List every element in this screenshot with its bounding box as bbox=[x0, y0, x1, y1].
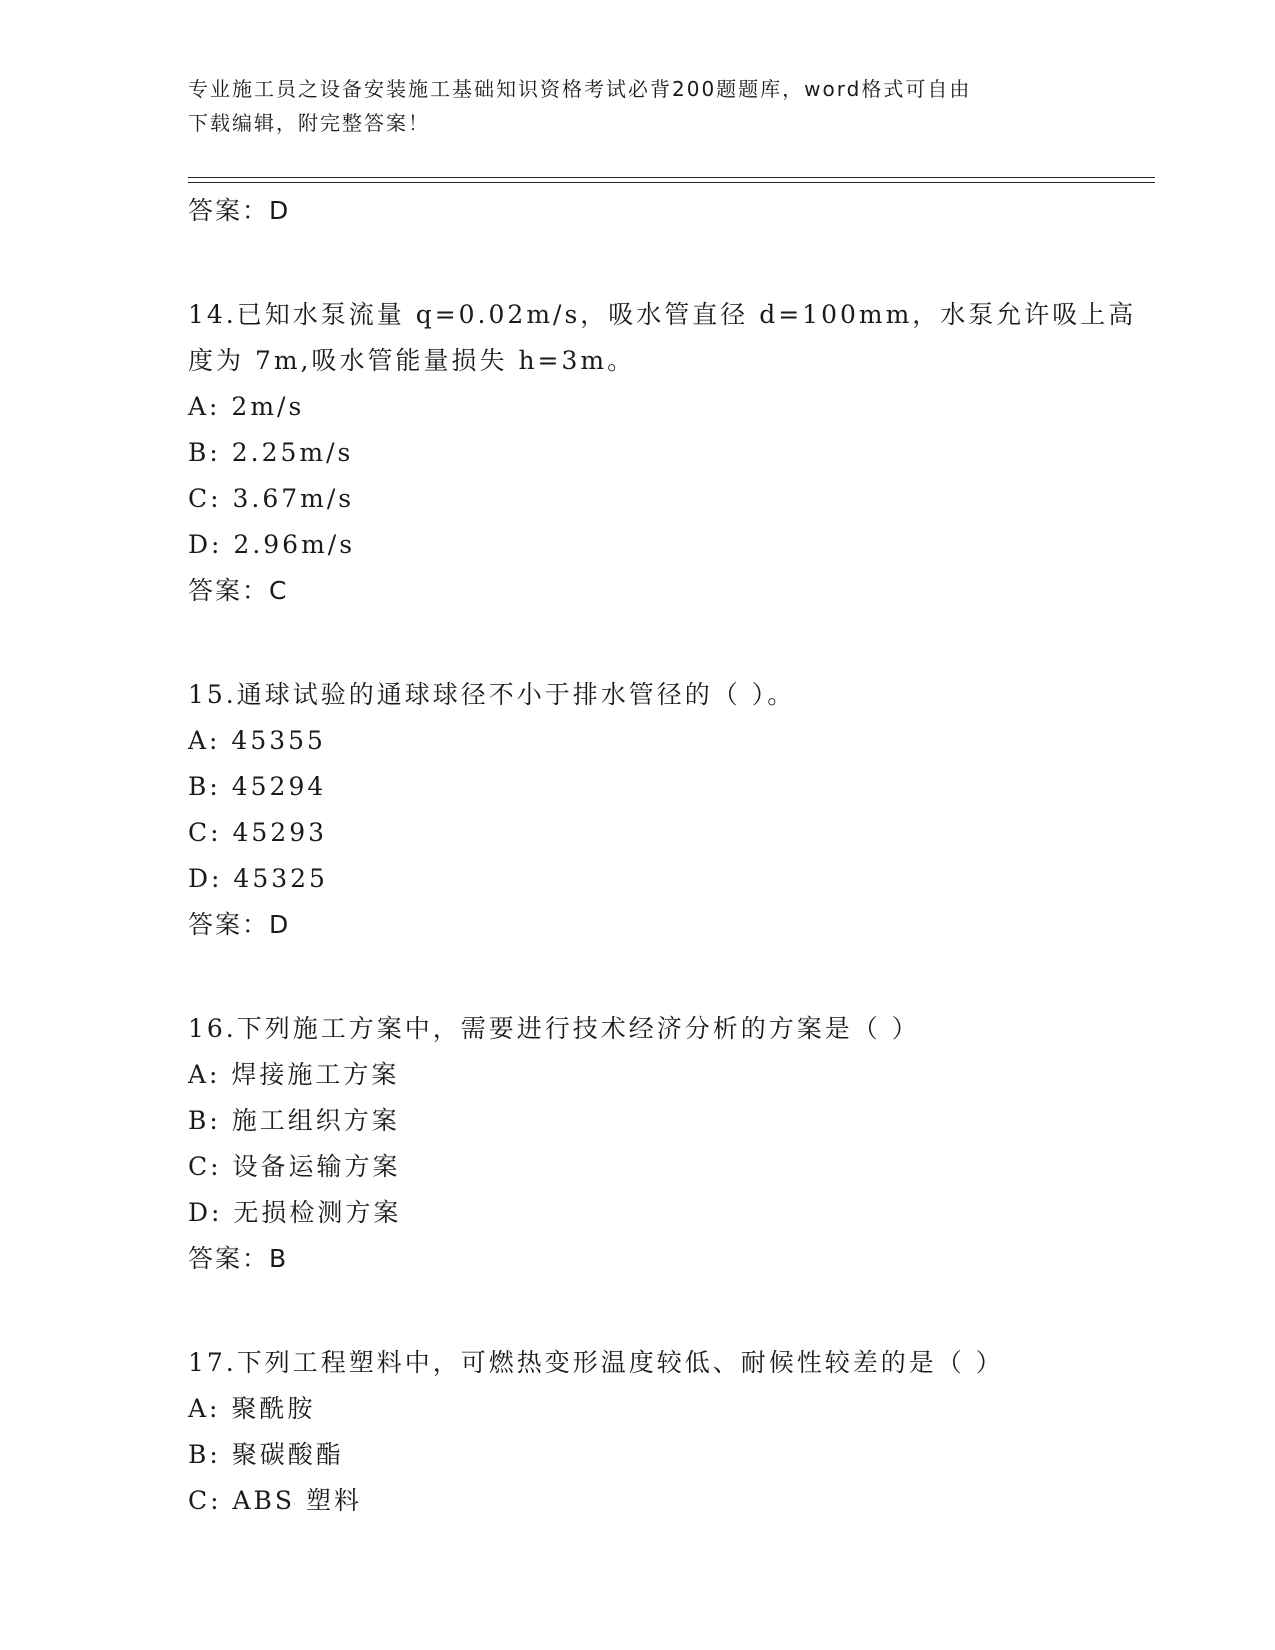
question-stem: 15.通球试验的通球球径不小于排水管径的（ ）。 bbox=[188, 680, 796, 709]
option-a: A: 2m/s bbox=[188, 392, 305, 421]
answer: 答案：B bbox=[188, 1244, 289, 1273]
answer: 答案：C bbox=[188, 576, 289, 605]
question-list bbox=[188, 188, 1137, 1524]
previous-answer: 答案：D bbox=[188, 196, 291, 225]
option-d: D: 45325 bbox=[188, 864, 328, 893]
question-15 bbox=[188, 672, 1088, 948]
option-d: D: 无损检测方案 bbox=[188, 1198, 402, 1227]
question-stem: 14.已知水泵流量 q=0.02m/s，吸水管直径 d=100mm，水泵允许吸上高 bbox=[188, 300, 1137, 329]
option-c: C: 3.67m/s bbox=[188, 484, 355, 513]
option-b: B: 2.25m/s bbox=[188, 438, 354, 467]
answer: 答案：D bbox=[188, 910, 291, 939]
option-a: A: 焊接施工方案 bbox=[188, 1060, 400, 1089]
question-stem-continued: 度为 7m,吸水管能量损失 h=3m。 bbox=[188, 346, 636, 375]
option-c: C: ABS 塑料 bbox=[188, 1486, 362, 1515]
header-divider bbox=[188, 177, 1155, 183]
option-c: C: 设备运输方案 bbox=[188, 1152, 401, 1181]
option-b: B: 45294 bbox=[188, 772, 327, 801]
option-c: C: 45293 bbox=[188, 818, 328, 847]
question-stem: 16.下列施工方案中，需要进行技术经济分析的方案是（ ） bbox=[188, 1014, 920, 1043]
header-line-2: 下载编辑，附完整答案！ bbox=[188, 111, 430, 135]
header-line-1: 专业施工员之设备安装施工基础知识资格考试必背200题题库，word格式可自由 bbox=[188, 77, 972, 101]
option-a: A: 45355 bbox=[188, 726, 326, 755]
question-14 bbox=[188, 292, 1137, 614]
document-header bbox=[188, 72, 1068, 140]
question-16 bbox=[188, 1006, 1088, 1282]
question-stem: 17.下列工程塑料中，可燃热变形温度较低、耐候性较差的是（ ） bbox=[188, 1348, 1004, 1377]
option-b: B: 聚碳酸酯 bbox=[188, 1440, 344, 1469]
question-17 bbox=[188, 1340, 1088, 1524]
option-b: B: 施工组织方案 bbox=[188, 1106, 400, 1135]
option-d: D: 2.96m/s bbox=[188, 530, 356, 559]
option-a: A: 聚酰胺 bbox=[188, 1394, 316, 1423]
